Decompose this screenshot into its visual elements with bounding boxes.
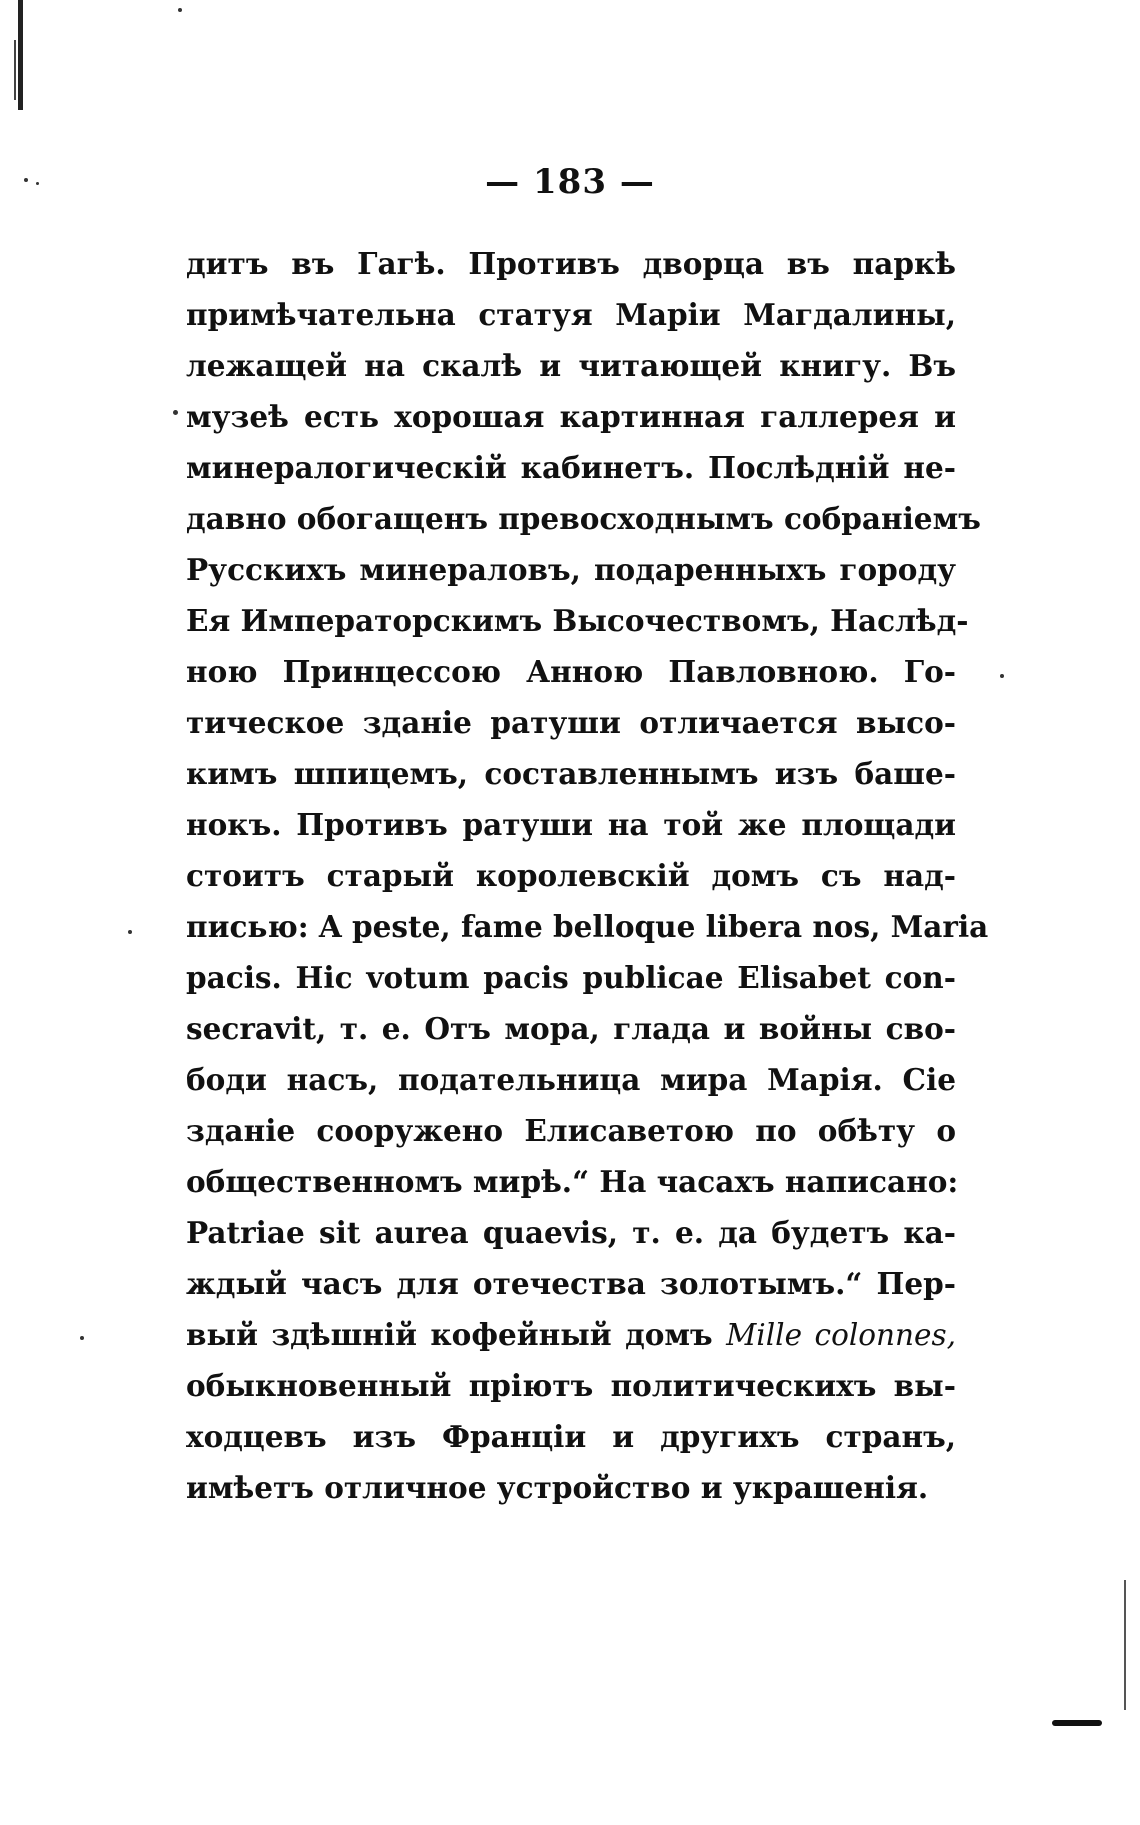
text-line: обыкновенный пріютъ политическихъ вы-	[186, 1368, 956, 1403]
text-line: ждый часъ для отечества золотымъ.“ Пер-	[186, 1266, 956, 1301]
scan-speck	[178, 8, 182, 12]
text-line: общественномъ мирѣ.“ На часахъ написано:	[186, 1164, 959, 1199]
scan-edge-mark	[1052, 1720, 1102, 1726]
text-line: писью: A peste, fame belloque libera nos, Maria	[186, 909, 989, 944]
text-line: примѣчательна статуя Маріи Магдалины,	[186, 297, 956, 332]
text-line: нокъ. Противъ ратуши на той же площади	[186, 807, 956, 842]
body-text	[186, 238, 989, 1513]
scan-speck	[1000, 674, 1004, 678]
scan-speck	[80, 1336, 84, 1340]
text-line: ною Принцессою Анною Павловною. Го-	[186, 654, 956, 689]
text-line: Ея Императорскимъ Высочествомъ, Наслѣд-	[186, 603, 969, 638]
text-line: дитъ въ Гагѣ. Противъ дворца въ паркѣ	[186, 246, 956, 281]
text-line: pacis. Hic votum pacis publicae Elisabet con-	[186, 960, 956, 995]
text-line: зданіе сооружено Елисаветою по обѣту о	[186, 1113, 956, 1148]
text-line: имѣетъ отличное устройство и украшенія.	[186, 1470, 929, 1505]
text-line: стоитъ старый королевскій домъ съ над-	[186, 858, 956, 893]
text-line: музеѣ есть хорошая картинная галлерея и	[186, 399, 956, 434]
page-number: — 183 —	[485, 162, 655, 202]
text-line: ходцевъ изъ Франціи и другихъ странъ,	[186, 1419, 956, 1454]
scan-speck	[128, 930, 132, 934]
text-line: лежащей на скалѣ и читающей книгу. Въ	[186, 348, 956, 383]
text-line: тическое зданіе ратуши отличается высо-	[186, 705, 956, 740]
scan-speck	[173, 410, 178, 415]
text-line: минералогическій кабинетъ. Послѣдній не-	[186, 450, 956, 485]
text-line: Patriae sit aurea quaevis, т. е. да будетъ ка-	[186, 1215, 956, 1250]
text-line: кимъ шпицемъ, составленнымъ изъ баше-	[186, 756, 956, 791]
text-segment: вый здѣшній кофейный домъ	[186, 1317, 727, 1352]
text-line-with-italic	[186, 1309, 956, 1360]
text-line: secravit, т. е. Отъ мора, глада и войны сво-	[186, 1011, 956, 1046]
italic-text: Mille colonnes,	[726, 1318, 957, 1352]
scan-edge-mark	[1124, 1580, 1126, 1710]
text-line: давно обогащенъ превосходнымъ собраніемъ	[186, 501, 981, 536]
scan-edge-mark	[14, 40, 16, 100]
text-line: боди насъ, подательница мира Марія. Сіе	[186, 1062, 956, 1097]
text-line: Русскихъ минераловъ, подаренныхъ городу	[186, 552, 956, 587]
scan-edge-mark	[18, 0, 23, 110]
